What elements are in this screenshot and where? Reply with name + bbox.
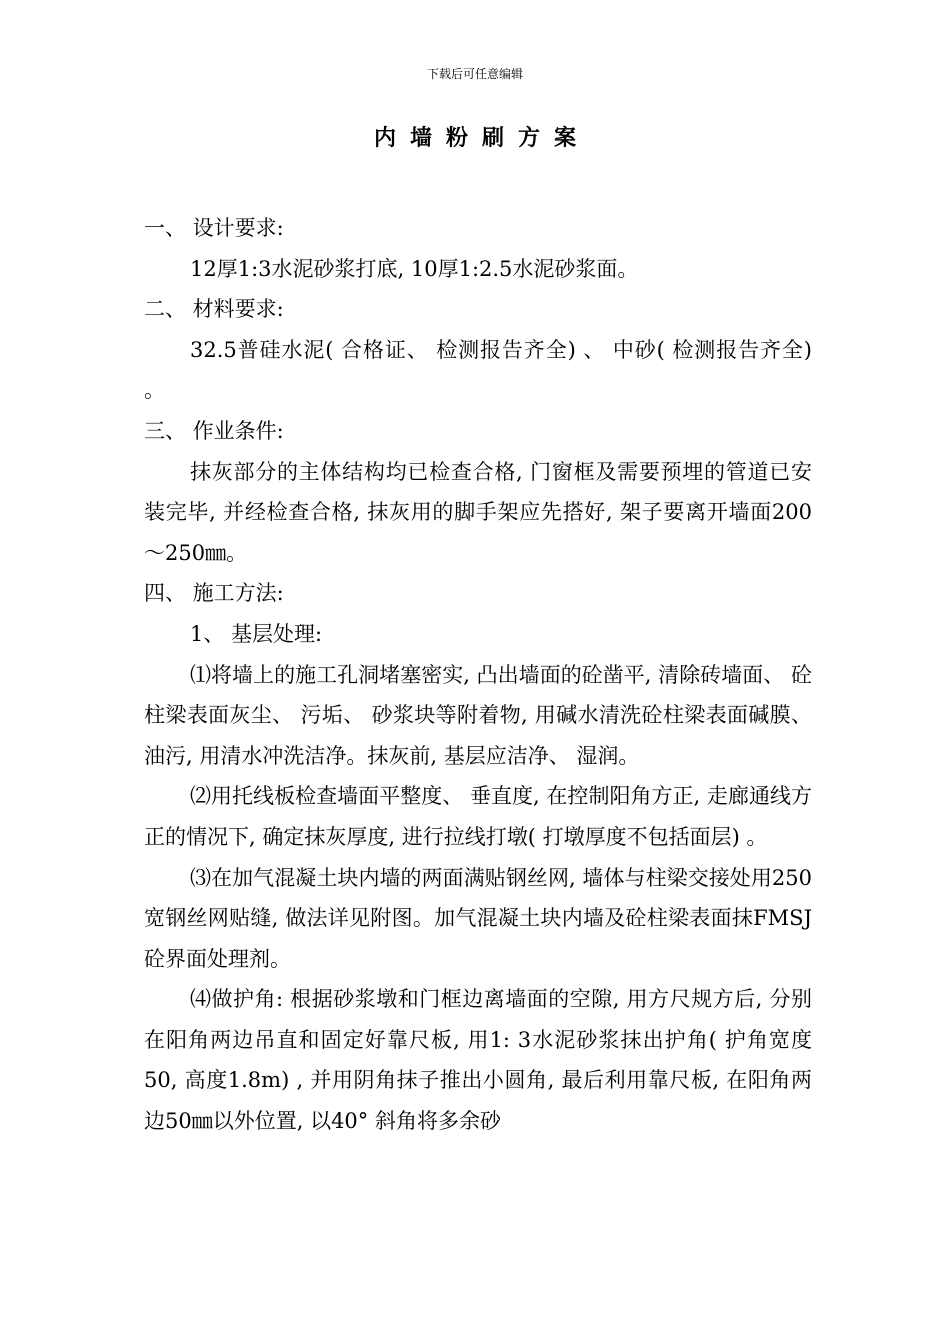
paragraph: 抹灰部分的主体结构均已检查合格, 门窗框及需要预埋的管道已安装完毕, 并经检查合格, 抹灰用的脚手架应先搭好, 架子要离开墙面200～250㎜。: [144, 459, 812, 565]
method-item: ⑶在加气混凝土块内墙的两面满贴钢丝网, 墙体与柱梁交接处用250宽钢丝网贴缝, 做法详见附图。加气混凝土块内墙及砼柱梁表面抹FMSJ砼界面处理剂。: [144, 865, 812, 971]
paragraph: 32.5普硅水泥( 合格证、 检测报告齐全) 、 中砂( 检测报告齐全) 。: [144, 337, 812, 403]
section-heading: 二、 材料要求:: [144, 297, 284, 322]
document-body: [144, 208, 812, 1142]
method-item: ⑴将墙上的施工孔洞堵塞密实, 凸出墙面的砼凿平, 清除砖墙面、 砼柱梁表面灰尘、 污垢、 砂浆块等附着物, 用碱水清洗砼柱梁表面碱膜、 油污, 用清水冲洗洁净。抹灰前, 基层应洁净、 湿润。: [144, 662, 812, 768]
method-item: ⑷做护角: 根据砂浆墩和门框边离墙面的空隙, 用方尺规方后, 分别在阳角两边吊直和固定好靠尺板, 用1: 3水泥砂浆抹出护角( 护角宽度50, 高度1.8m) , 并用阴角抹子推出小圆角, 最后利用靠尺板, 在阳角两边50㎜以外位置, 以40° 斜角将多余砂: [144, 987, 812, 1134]
document-title: 内墙粉刷方案: [373, 125, 590, 151]
header-note: 下载后可任意编辑: [426, 67, 523, 81]
section-heading: 一、 设计要求:: [144, 216, 284, 240]
paragraph: 12厚1:3水泥砂浆打底, 10厚1:2.5水泥砂浆面。: [190, 256, 639, 281]
section-heading: 四、 施工方法:: [144, 581, 284, 606]
method-item: ⑵用托线板检查墙面平整度、 垂直度, 在控制阳角方正, 走廊通线方正的情况下, 确定抹灰厚度, 进行拉线打墩( 打墩厚度不包括面层) 。: [144, 784, 812, 849]
section-heading: 三、 作业条件:: [144, 418, 284, 443]
sub-heading: 1、 基层处理:: [190, 621, 323, 646]
